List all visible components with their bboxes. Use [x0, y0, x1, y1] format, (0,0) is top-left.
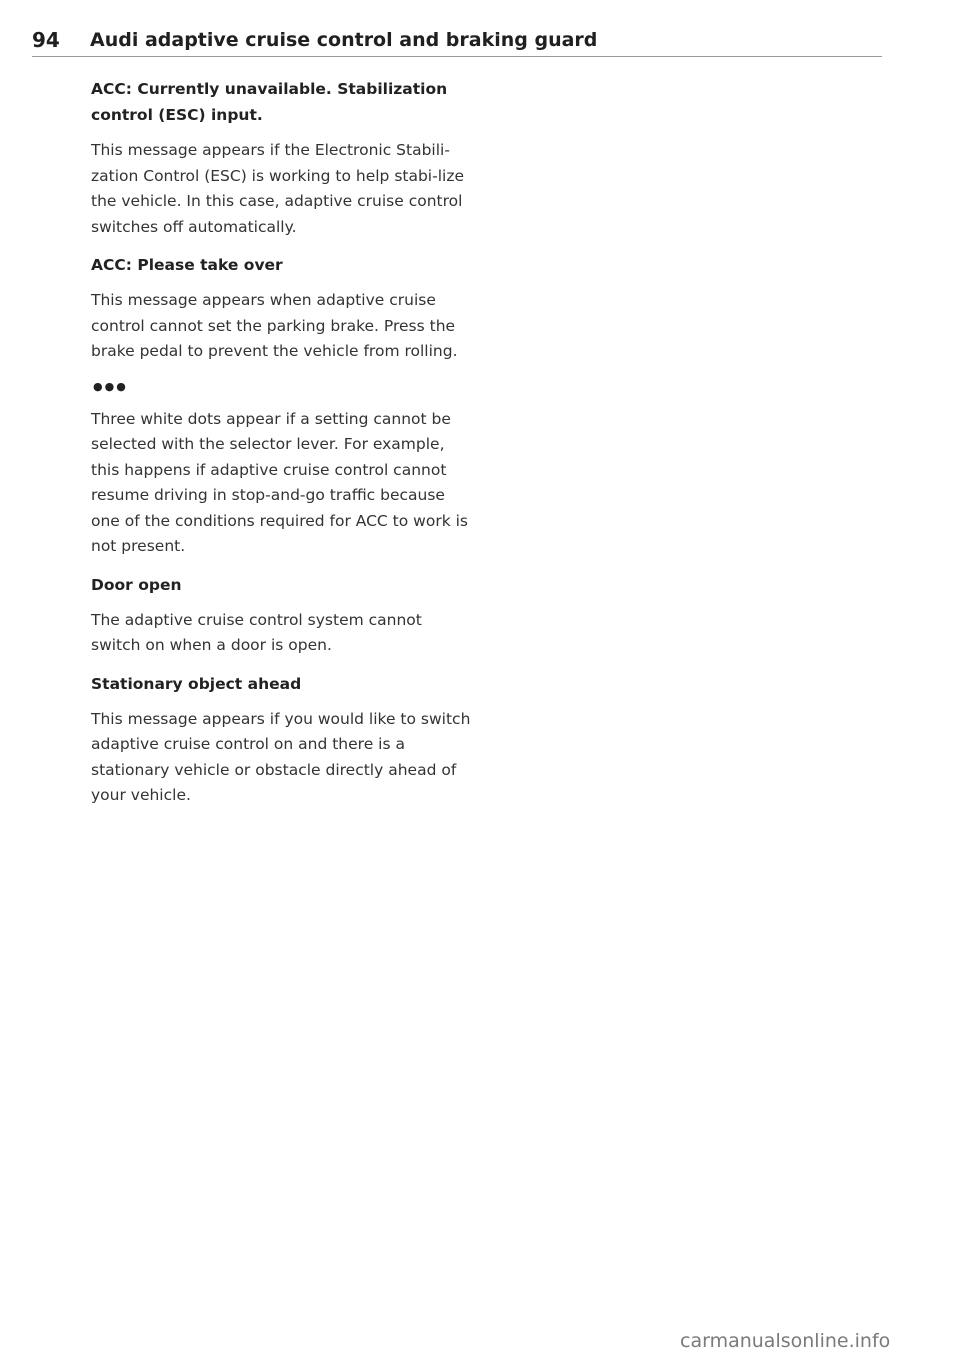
- three-dots-symbol: ●●●: [93, 379, 128, 393]
- main-content: [91, 76, 476, 821]
- section-title: Audi adaptive cruise control and braking guard: [90, 29, 598, 51]
- page-header: [32, 24, 882, 57]
- paragraph-three-dots: Three white dots appear if a setting cannot be selected with the selector lever. For example, this happens if adaptive cruise control cannot resume driving in stop-and-go traffic because one of the conditions required for ACC to work is not present.: [91, 409, 468, 555]
- page-number: 94: [32, 28, 60, 52]
- heading-acc-unavailable: ACC: Currently unavailable. Stabilization control (ESC) input.: [91, 80, 448, 124]
- paragraph-please-take-over: This message appears when adaptive cruise control cannot set the parking brake. Press the brake pedal to prevent the vehicle from rolling.: [91, 291, 458, 360]
- heading-door-open: Door open: [91, 575, 182, 594]
- heading-please-take-over: ACC: Please take over: [91, 256, 283, 274]
- paragraph-stationary-object: This message appears if you would like to switch adaptive cruise control on and there is a stationary vehicle or obstacle directly ahead of your vehicle.: [91, 709, 471, 804]
- watermark: carmanualsonline.info: [680, 1330, 891, 1352]
- paragraph-acc-unavailable: This message appears if the Electronic Stabili-zation Control (ESC) is working to help stabi-lize the vehicle. In this case, adaptive cruise control switches off automatically.: [91, 141, 464, 236]
- paragraph-door-open: The adaptive cruise control system cannot switch on when a door is open.: [91, 610, 422, 654]
- heading-stationary-object: Stationary object ahead: [91, 674, 302, 693]
